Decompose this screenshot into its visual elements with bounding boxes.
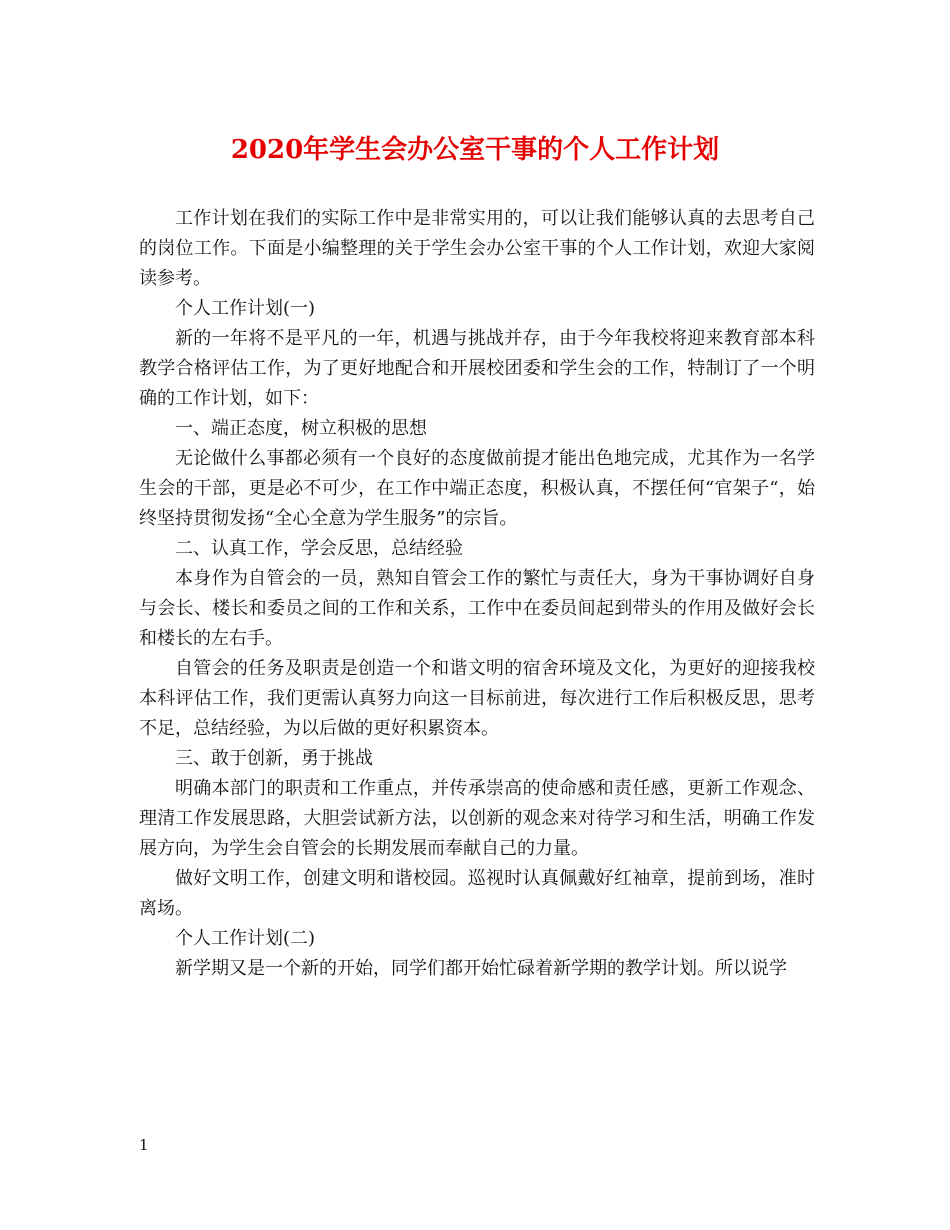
paragraph: 本身作为自管会的一员，熟知自管会工作的繁忙与责任大，身为干事协调好自身与会长、楼长和委员之间的工作和关系，工作中在委员间起到带头的作用及做好会长和楼长的左右手。 — [139, 568, 815, 649]
paragraph: 新的一年将不是平凡的一年，机遇与挑战并存，由于今年我校将迎来教育部本科教学合格评估工作，为了更好地配合和开展校团委和学生会的工作，特制订了一个明确的工作计划，如下： — [139, 328, 815, 409]
document-title: 2020年学生会办公室干事的个人工作计划 — [230, 135, 720, 165]
document-body — [139, 204, 815, 984]
page-number: 1 — [139, 1136, 149, 1154]
paragraph: 工作计划在我们的实际工作中是非常实用的，可以让我们能够认真的去思考自己的岗位工作。下面是小编整理的关于学生会办公室干事的个人工作计划，欢迎大家阅读参考。 — [139, 208, 815, 289]
section-heading: 三、敢于创新，勇于挑战 — [175, 748, 373, 769]
section-heading: 二、认真工作，学会反思，总结经验 — [175, 538, 463, 559]
section-heading: 个人工作计划(二) — [175, 928, 316, 949]
paragraph: 做好文明工作，创建文明和谐校园。巡视时认真佩戴好红袖章，提前到场，准时离场。 — [139, 868, 815, 919]
section-heading: 个人工作计划(一) — [175, 298, 316, 319]
paragraph: 明确本部门的职责和工作重点，并传承崇高的使命感和责任感，更新工作观念、理清工作发展思路，大胆尝试新方法，以创新的观念来对待学习和生活，明确工作发展方向，为学生会自管会的长期发展而奉献自己的力量。 — [139, 778, 815, 859]
paragraph: 自管会的任务及职责是创造一个和谐文明的宿舍环境及文化，为更好的迎接我校本科评估工作，我们更需认真努力向这一目标前进，每次进行工作后积极反思，思考不足，总结经验，为以后做的更好积累资本。 — [139, 658, 815, 739]
section-heading: 一、端正态度，树立积极的思想 — [175, 418, 427, 439]
paragraph: 新学期又是一个新的开始，同学们都开始忙碌着新学期的教学计划。所以说学 — [175, 958, 787, 979]
paragraph: 无论做什么事都必须有一个良好的态度做前提才能出色地完成，尤其作为一名学生会的干部，更是必不可少，在工作中端正态度，积极认真，不摆任何“官架子“，始终坚持贯彻发扬“全心全意为学生服务”的宗旨。 — [139, 448, 815, 529]
